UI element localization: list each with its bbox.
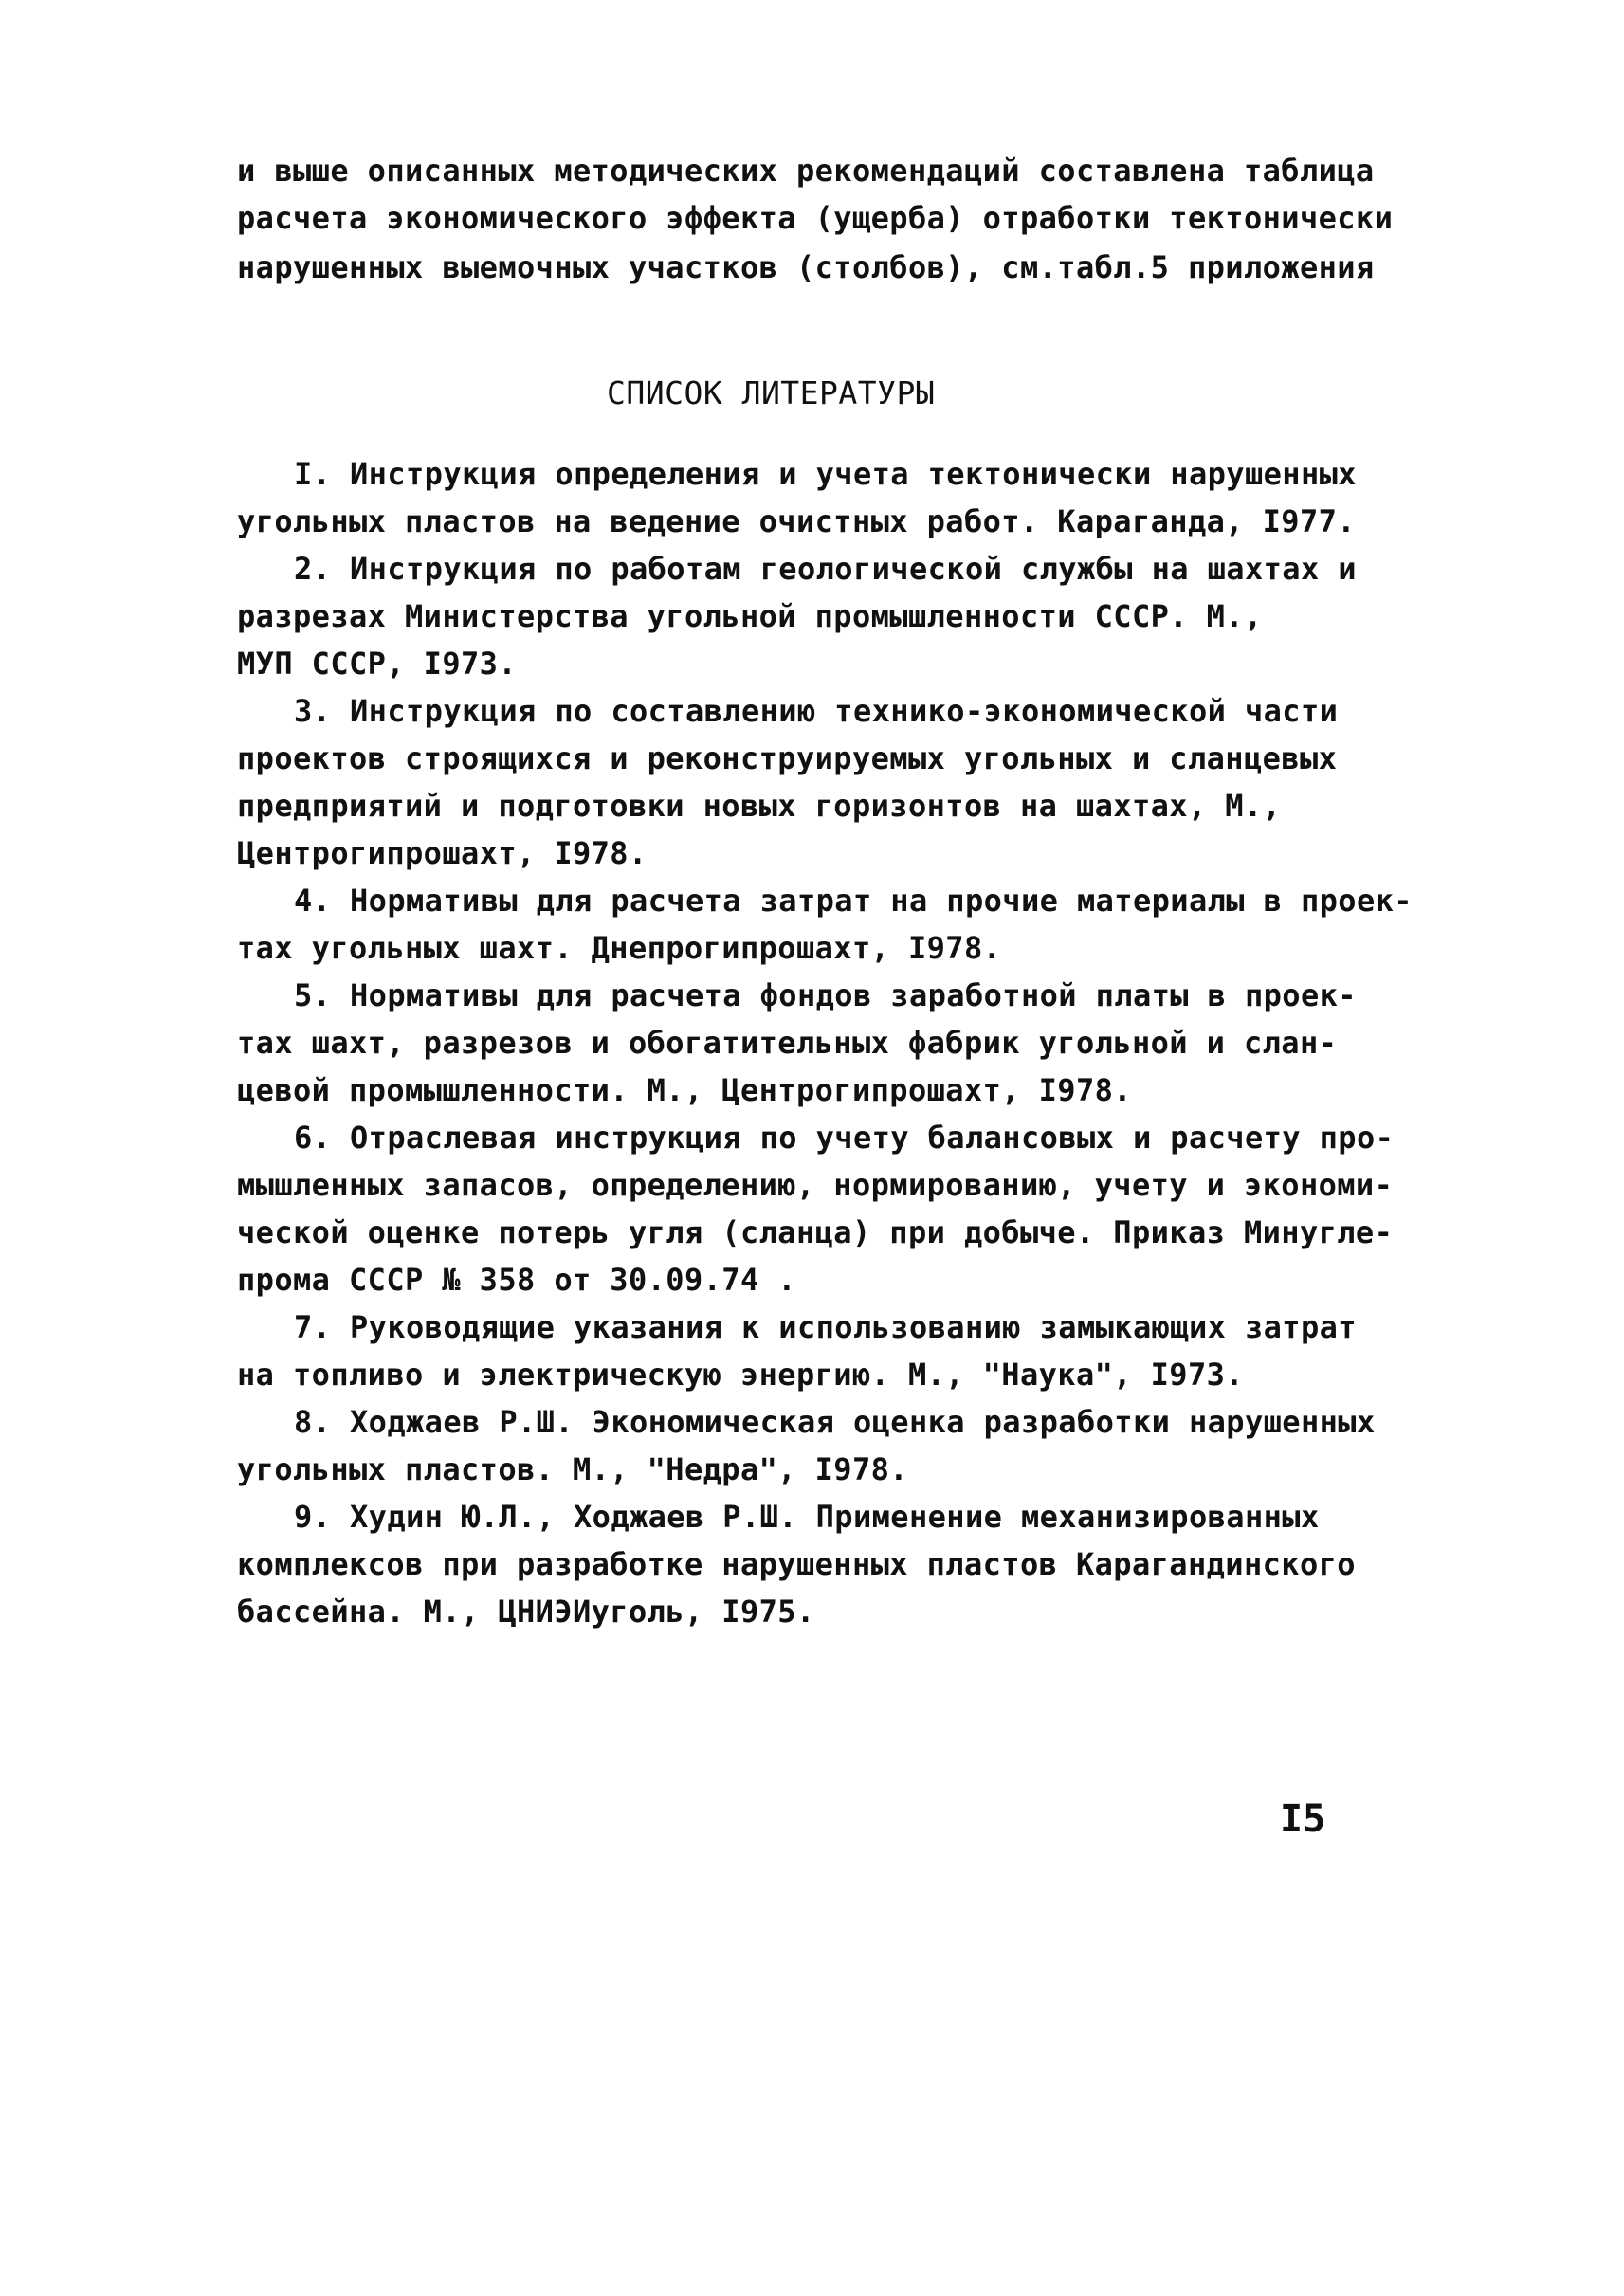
reference-line: предприятий и подготовки новых горизонтов на шахтах, М.,	[237, 788, 1282, 824]
reference-line: 4. Нормативы для расчета затрат на прочие материалы в проек-	[294, 883, 1413, 919]
page-number: I5	[1280, 1797, 1326, 1841]
reference-line: на топливо и электрическую энергию. М., "Наука", I973.	[237, 1357, 1244, 1393]
reference-line: проектов строящихся и реконструируемых угольных и сланцевых	[237, 740, 1338, 776]
intro-line: нарушенных выемочных участков (столбов), см.табл.5 приложения	[237, 249, 1375, 285]
reference-line: 6. Отраслевая инструкция по учету балансовых и расчету про-	[294, 1120, 1395, 1156]
reference-line: комплексов при разработке нарушенных пластов Карагандинского	[237, 1546, 1356, 1582]
reference-line: угольных пластов. М., "Недра", I978.	[237, 1451, 908, 1487]
reference-line: ческой оценке потерь угля (сланца) при добыче. Приказ Минугле-	[237, 1214, 1394, 1250]
reference-line: мышленных запасов, определению, нормированию, учету и экономи-	[237, 1167, 1394, 1203]
reference-line: прома СССР № 358 от 30.09.74 .	[237, 1262, 796, 1298]
reference-line: 3. Инструкция по составлению технико-экономической части	[294, 693, 1339, 729]
reference-line: 2. Инструкция по работам геологической службы на шахтах и	[294, 551, 1357, 587]
reference-line: тах угольных шахт. Днепрогипрошахт, I978.	[237, 930, 1002, 966]
reference-line: угольных пластов на ведение очистных работ. Караганда, I977.	[237, 503, 1356, 539]
intro-line: и выше описанных методических рекомендаций составлена таблица	[237, 153, 1375, 189]
reference-line: 9. Худин Ю.Л., Ходжаев Р.Ш. Применение механизированных	[294, 1499, 1320, 1535]
reference-line: 8. Ходжаев Р.Ш. Экономическая оценка разработки нарушенных	[294, 1404, 1376, 1440]
intro-line: расчета экономического эффекта (ущерба) отработки тектонически	[237, 200, 1394, 236]
reference-line: Центрогипрошахт, I978.	[237, 835, 648, 871]
reference-line: 7. Руководящие указания к использованию замыкающих затрат	[294, 1309, 1357, 1345]
reference-line: тах шахт, разрезов и обогатительных фабрик угольной и слан-	[237, 1025, 1338, 1061]
reference-line: 5. Нормативы для расчета фондов заработной платы в проек-	[294, 977, 1357, 1013]
reference-line: бассейна. М., ЦНИЭИуголь, I975.	[237, 1594, 815, 1630]
references-heading: СПИСОК ЛИТЕРАТУРЫ	[607, 374, 936, 411]
reference-line: МУП СССР, I973.	[237, 646, 517, 682]
reference-line: разрезах Министерства угольной промышленности СССР. М.,	[237, 598, 1263, 634]
reference-line: цевой промышленности. М., Центрогипрошахт, I978.	[237, 1072, 1132, 1108]
reference-line: I. Инструкция определения и учета тектонически нарушенных	[294, 456, 1357, 492]
